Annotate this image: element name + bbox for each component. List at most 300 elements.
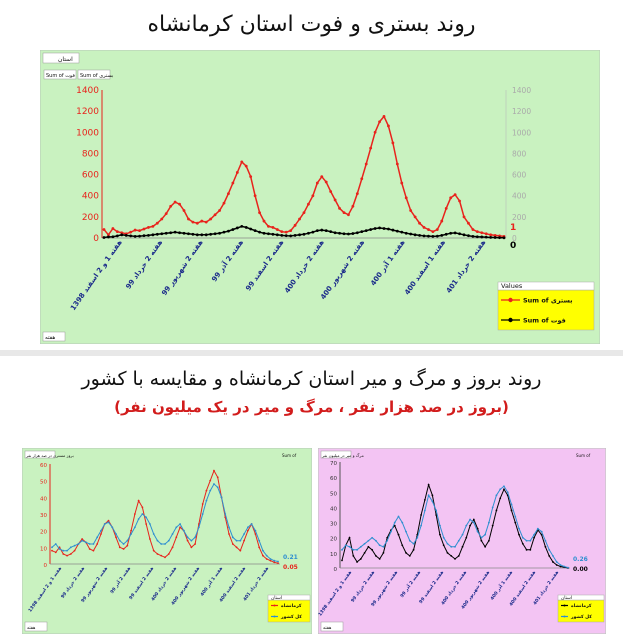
data-point [374, 227, 377, 230]
data-point [289, 234, 292, 237]
data-point [111, 526, 113, 528]
chart-header: مرگ و میر در میلیون نفر [322, 453, 364, 458]
data-point [375, 555, 377, 557]
data-point [320, 229, 323, 232]
data-point [298, 233, 301, 236]
x-tick-label: هفته 2 شهریور 99 [80, 566, 110, 604]
data-point [360, 546, 362, 548]
data-point [120, 233, 123, 236]
legend-marker [274, 616, 276, 618]
legend-label: Sum of بستری [523, 296, 573, 305]
x-tick-label: هفته 1 و 2 اسفند 1398 [69, 238, 124, 312]
data-point [325, 229, 328, 232]
data-point [416, 537, 418, 539]
data-point [492, 507, 494, 509]
data-point [111, 227, 114, 230]
data-point [70, 553, 72, 555]
data-point [168, 553, 170, 555]
legend-title: استان [561, 595, 573, 601]
data-point [270, 560, 272, 562]
data-point [138, 518, 140, 520]
data-point [178, 231, 181, 234]
x-tick-label: هفته 2 خرداد 400 [440, 570, 469, 607]
data-point [179, 526, 181, 528]
data-point [266, 555, 268, 557]
data-point [267, 225, 270, 228]
y-tick-label: 1000 [76, 128, 99, 139]
data-point [196, 233, 199, 236]
data-point [400, 231, 403, 234]
data-point [103, 236, 106, 239]
data-point [533, 534, 535, 536]
data-point [175, 526, 177, 528]
data-point [476, 230, 479, 233]
data-point [356, 192, 359, 195]
data-point [303, 233, 306, 236]
data-point [398, 516, 400, 518]
data-point [66, 555, 68, 557]
data-point [247, 530, 249, 532]
data-point [311, 231, 314, 234]
data-point [96, 543, 98, 545]
data-point [420, 525, 422, 527]
data-point [401, 544, 403, 546]
data-point [492, 525, 494, 527]
data-point [169, 231, 172, 234]
data-point [369, 147, 372, 150]
data-point [485, 236, 488, 239]
x-tick-label: هفته 2 خرداد 99 [350, 570, 377, 604]
data-point [428, 494, 430, 496]
data-point [202, 513, 204, 515]
data-point [179, 523, 181, 525]
data-point [151, 225, 154, 228]
data-point [379, 558, 381, 560]
y2-tick-label: 400 [512, 191, 527, 201]
data-point [255, 530, 257, 532]
y2-tick-label: 600 [512, 170, 527, 180]
data-point [356, 561, 358, 563]
data-point [93, 543, 95, 545]
data-point [183, 232, 186, 235]
y-tick-label: 70 [330, 461, 337, 467]
data-point [465, 525, 467, 527]
data-point [529, 540, 531, 542]
data-point [228, 526, 230, 528]
data-point [262, 555, 264, 557]
data-point [503, 485, 505, 487]
field-label: Sum of [282, 453, 297, 458]
data-point [190, 540, 192, 542]
data-point [545, 546, 547, 548]
data-point [280, 230, 283, 233]
y-tick-label: 20 [330, 536, 337, 543]
data-point [169, 205, 172, 208]
data-point [480, 537, 482, 539]
data-point [214, 232, 217, 235]
data-point [378, 120, 381, 123]
data-point [298, 218, 301, 221]
data-point [116, 230, 119, 233]
data-point [277, 562, 279, 564]
data-point [258, 231, 261, 234]
data-point [81, 540, 83, 542]
data-point [522, 537, 524, 539]
field-label: Sum of [576, 453, 591, 458]
data-point [364, 552, 366, 554]
x-tick-label: هفته 2 خرداد 401 [444, 238, 488, 295]
data-point [227, 192, 230, 195]
data-point [277, 561, 279, 563]
data-point [307, 203, 310, 206]
data-point [134, 235, 137, 238]
data-point [458, 200, 461, 203]
data-point [418, 222, 421, 225]
data-point [371, 549, 373, 551]
data-point [294, 224, 297, 227]
data-point [85, 541, 87, 543]
data-point [123, 543, 125, 545]
footer-label: هفته [27, 626, 36, 631]
field-label: Sum of فوت [46, 73, 75, 79]
data-point [351, 232, 354, 235]
data-point [360, 230, 363, 233]
data-point [247, 526, 249, 528]
footer-label: هفته [323, 626, 332, 631]
data-point [62, 553, 64, 555]
data-point [447, 552, 449, 554]
data-point [217, 476, 219, 478]
data-point [449, 196, 452, 199]
mortality-chart [318, 448, 606, 634]
data-point [431, 235, 434, 238]
data-point [409, 233, 412, 236]
data-point [383, 552, 385, 554]
data-point [498, 236, 501, 239]
data-point [364, 543, 366, 545]
x-tick-label: هفته 2 آذر 99 [210, 238, 246, 284]
data-point [236, 546, 238, 548]
data-point [367, 546, 369, 548]
data-point [447, 543, 449, 545]
end-value-label: 0.21 [283, 554, 298, 561]
legend-label: کرمانشاه [281, 604, 302, 610]
y2-tick-label: 200 [512, 212, 527, 222]
data-point [119, 540, 121, 542]
data-point [183, 530, 185, 532]
x-tick-label: هفته 1 و 2 اسفند 1398 [318, 570, 354, 618]
end-value-label: 0.05 [283, 564, 298, 571]
x-tick-label: هفته 1 آذر 400 [200, 566, 225, 598]
data-point [258, 211, 261, 214]
data-point [383, 227, 386, 230]
data-point [484, 546, 486, 548]
legend-title: Values [501, 282, 523, 290]
data-point [476, 235, 479, 238]
data-point [488, 540, 490, 542]
data-point [365, 229, 368, 232]
y-tick-label: 30 [330, 521, 337, 528]
x-tick-label: هفته 1 و 2 اسفند 1398 [28, 566, 64, 614]
data-point [160, 218, 163, 221]
end-value-label: 0.26 [573, 556, 588, 563]
legend-label: کل کشور [571, 615, 592, 621]
data-point [303, 211, 306, 214]
data-point [316, 182, 319, 185]
data-point [458, 540, 460, 542]
data-point [316, 229, 319, 232]
data-point [341, 549, 343, 551]
data-point [172, 533, 174, 535]
data-point [232, 543, 234, 545]
data-point [187, 536, 189, 538]
data-point [145, 516, 147, 518]
data-point [240, 160, 243, 163]
data-point [356, 549, 358, 551]
data-point [270, 558, 272, 560]
data-point [276, 233, 279, 236]
x-tick-label: هفته 2 اسفند 400 [509, 570, 538, 608]
data-point [443, 537, 445, 539]
data-point [367, 540, 369, 542]
x-tick-label: هفته 2 خرداد 401 [242, 566, 271, 603]
data-point [165, 232, 168, 235]
data-point [221, 496, 223, 498]
legend-marker [508, 318, 512, 322]
data-point [209, 490, 211, 492]
data-point [251, 523, 253, 525]
data-point [149, 523, 151, 525]
end-value-label: 0 [510, 241, 517, 251]
x-tick-label: هفته 2 شهریور 99 [370, 570, 400, 608]
data-point [369, 228, 372, 231]
data-point [418, 234, 421, 237]
data-point [467, 222, 470, 225]
data-point [267, 232, 270, 235]
data-point [156, 222, 159, 225]
data-point [174, 231, 177, 234]
data-point [552, 555, 554, 557]
data-point [556, 561, 558, 563]
data-point [258, 540, 260, 542]
data-point [126, 545, 128, 547]
data-point [153, 533, 155, 535]
data-point [526, 540, 528, 542]
data-point [245, 165, 248, 168]
data-point [126, 540, 128, 542]
data-point [545, 540, 547, 542]
data-point [467, 234, 470, 237]
data-point [360, 558, 362, 560]
data-point [227, 230, 230, 233]
data-point [100, 533, 102, 535]
data-point [262, 550, 264, 552]
data-point [273, 560, 275, 562]
data-point [254, 194, 257, 197]
data-point [236, 227, 239, 230]
data-point [439, 534, 441, 536]
data-point [522, 543, 524, 545]
data-point [514, 516, 516, 518]
data-point [160, 543, 162, 545]
data-point [143, 228, 146, 231]
data-point [209, 233, 212, 236]
data-point [552, 561, 554, 563]
data-point [223, 231, 226, 234]
data-point [424, 510, 426, 512]
data-point [240, 225, 243, 228]
data-point [556, 564, 558, 566]
filter-label: استان [58, 56, 73, 63]
data-point [450, 555, 452, 557]
data-point [518, 528, 520, 530]
data-point [496, 494, 498, 496]
data-point [360, 177, 363, 180]
data-point [104, 523, 106, 525]
data-point [142, 513, 144, 515]
x-tick-label: هفته 2 اسفند 99 [128, 566, 156, 601]
data-point [334, 231, 337, 234]
data-point [194, 543, 196, 545]
data-point [394, 522, 396, 524]
data-point [428, 484, 430, 486]
data-point [436, 228, 439, 231]
data-point [347, 213, 350, 216]
chart-header: بروز مستری در صد هزار نفر [26, 453, 74, 458]
x-tick-label: هفته 2 خرداد 99 [60, 566, 87, 600]
data-point [365, 163, 368, 166]
data-point [311, 194, 314, 197]
y-tick-label: 0 [93, 234, 99, 244]
data-point [409, 540, 411, 542]
y-tick-label: 1400 [76, 86, 99, 96]
data-point [205, 233, 208, 236]
y-tick-label: 20 [40, 529, 47, 536]
second-subtitle: (بروز در صد هزار نفر ، مرگ و میر در یک میلیون نفر) [114, 398, 509, 416]
data-point [469, 519, 471, 521]
x-tick-label: هفته 2 اسفند 99 [418, 570, 446, 605]
data-point [77, 543, 79, 545]
data-point [329, 190, 332, 193]
data-point [341, 560, 343, 562]
data-point [320, 175, 323, 178]
data-point [499, 488, 501, 490]
data-point [391, 229, 394, 232]
data-point [149, 538, 151, 540]
data-point [398, 534, 400, 536]
data-point [157, 553, 159, 555]
data-point [243, 540, 245, 542]
data-point [223, 202, 226, 205]
x-tick-label: هفته 2 شهریور 400 [170, 566, 202, 607]
y-tick-label: 600 [81, 170, 99, 181]
data-point [254, 229, 257, 232]
data-point [503, 488, 505, 490]
data-point [198, 526, 200, 528]
data-point [175, 536, 177, 538]
data-point [507, 491, 509, 493]
data-point [190, 546, 192, 548]
data-point [405, 552, 407, 554]
footer-label: هفته [45, 335, 56, 341]
data-point [379, 544, 381, 546]
data-point [196, 222, 199, 225]
data-point [431, 230, 434, 233]
data-point [462, 546, 464, 548]
data-point [480, 236, 483, 239]
data-point [511, 510, 513, 512]
y-tick-label: 200 [81, 212, 99, 223]
data-point [66, 550, 68, 552]
data-point [218, 209, 221, 212]
data-point [307, 232, 310, 235]
data-point [471, 235, 474, 238]
data-point [423, 226, 426, 229]
data-point [200, 233, 203, 236]
data-point [115, 536, 117, 538]
data-point [378, 227, 381, 230]
data-point [386, 540, 388, 542]
data-point [480, 540, 482, 542]
data-point [130, 530, 132, 532]
legend-marker [564, 605, 566, 607]
data-point [218, 232, 221, 235]
data-point [280, 234, 283, 237]
data-point [93, 550, 95, 552]
data-point [55, 551, 57, 553]
data-point [396, 230, 399, 233]
data-point [134, 229, 137, 232]
data-point [214, 213, 217, 216]
x-tick-label: هفته 1 آذر 400 [369, 238, 407, 288]
data-point [484, 534, 486, 536]
data-point [194, 536, 196, 538]
data-point [343, 211, 346, 214]
y-tick-label: 400 [81, 191, 99, 202]
data-point [529, 549, 531, 551]
x-tick-label: هفته 2 اسفند 99 [244, 238, 286, 293]
data-point [383, 546, 385, 548]
data-point [471, 228, 474, 231]
data-point [263, 220, 266, 223]
data-point [70, 546, 72, 548]
data-point [239, 540, 241, 542]
y-tick-label: 1200 [76, 107, 99, 118]
data-point [249, 228, 252, 231]
x-tick-label: هفته 2 آذر 99 [399, 570, 423, 599]
y-tick-label: 40 [330, 506, 337, 513]
data-point [129, 231, 132, 234]
data-point [436, 235, 439, 238]
data-point [445, 207, 448, 210]
y-tick-label: 50 [40, 479, 47, 486]
y-tick-label: 60 [330, 476, 337, 483]
hospitalization-chart [40, 50, 600, 344]
data-point [100, 530, 102, 532]
y2-tick-label: 800 [512, 149, 527, 159]
data-point [202, 503, 204, 505]
data-point [187, 232, 190, 235]
data-point [477, 531, 479, 533]
data-point [390, 531, 392, 533]
data-point [249, 175, 252, 178]
data-point [427, 228, 430, 231]
data-point [413, 543, 415, 545]
data-point [473, 519, 475, 521]
data-point [228, 533, 230, 535]
data-point [454, 558, 456, 560]
data-point [206, 490, 208, 492]
